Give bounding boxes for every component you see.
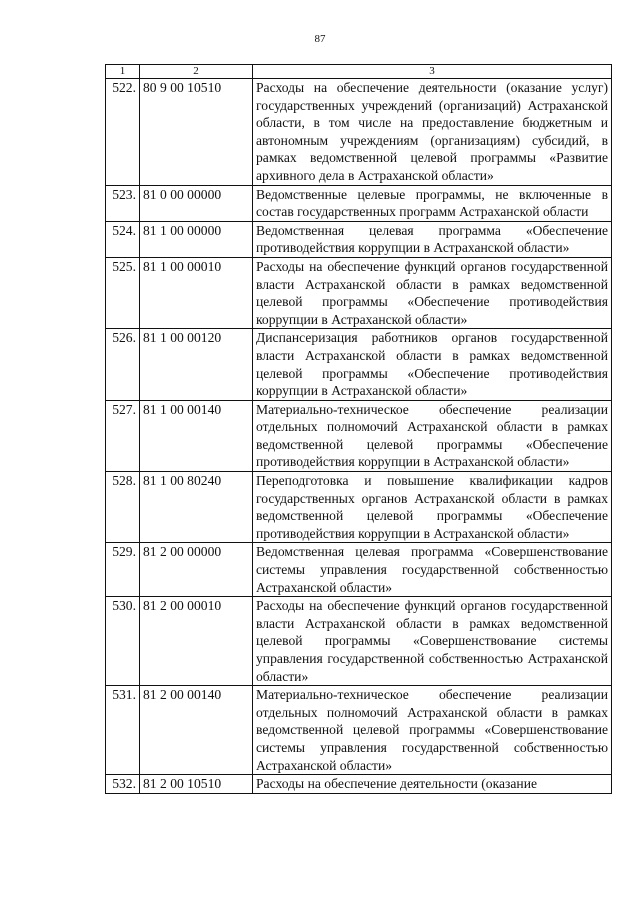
row-number: 531.	[106, 686, 140, 775]
column-header-code: 2	[140, 65, 253, 79]
row-number: 527.	[106, 400, 140, 471]
row-number: 529.	[106, 543, 140, 597]
table-row	[106, 472, 612, 543]
row-code: 81 1 00 80240	[140, 472, 253, 543]
row-description: Расходы на обеспечение деятельности (оказание услуг) государственных учреждений (организаций) Астраханской области, в том числе на предоставление бюджетным и автономным учреждениям (организациям) субсидий, в рамках ведомственной целевой программы «Развитие архивного дела в Астраханской области»	[253, 79, 612, 186]
table-row	[106, 257, 612, 328]
row-code: 81 1 00 00000	[140, 221, 253, 257]
table-row	[106, 686, 612, 775]
row-description: Ведомственные целевые программы, не включенные в состав государственных программ Астраханской области	[253, 185, 612, 221]
row-code: 81 2 00 00010	[140, 597, 253, 686]
table-row	[106, 221, 612, 257]
page-number: 87	[314, 33, 326, 45]
row-description: Расходы на обеспечение функций органов государственной власти Астраханской области в рамках ведомственной целевой программы «Обеспечение противодействия коррупции в Астраханской области»	[253, 257, 612, 328]
column-header-description: 3	[253, 65, 612, 79]
table-row	[106, 79, 612, 186]
table-row	[106, 543, 612, 597]
row-code: 81 2 00 10510	[140, 775, 253, 794]
row-code: 81 1 00 00140	[140, 400, 253, 471]
row-code: 81 2 00 00140	[140, 686, 253, 775]
row-description: Ведомственная целевая программа «Совершенствование системы управления государственной собственностью Астраханской области»	[253, 543, 612, 597]
table-header-row	[106, 65, 612, 79]
row-description: Расходы на обеспечение функций органов государственной власти Астраханской области в рамках ведомственной целевой программы «Совершенствование системы управления государственной собственностью Астраханской области»	[253, 597, 612, 686]
table-row	[106, 329, 612, 400]
row-description: Ведомственная целевая программа «Обеспечение противодействия коррупции в Астраханской области»	[253, 221, 612, 257]
row-description: Расходы на обеспечение деятельности (оказание	[253, 775, 612, 794]
row-code: 81 1 00 00010	[140, 257, 253, 328]
row-code: 81 0 00 00000	[140, 185, 253, 221]
row-number: 528.	[106, 472, 140, 543]
table-row	[106, 597, 612, 686]
row-description: Диспансеризация работников органов государственной власти Астраханской области в рамках ведомственной целевой программы «Обеспечение противодействия коррупции в Астраханской области»	[253, 329, 612, 400]
table-row	[106, 775, 612, 794]
row-code: 81 1 00 00120	[140, 329, 253, 400]
table-row	[106, 400, 612, 471]
row-number: 532.	[106, 775, 140, 794]
row-number: 525.	[106, 257, 140, 328]
row-number: 524.	[106, 221, 140, 257]
column-header-number: 1	[106, 65, 140, 79]
budget-classification-table	[105, 64, 612, 794]
row-description: Материально-техническое обеспечение реализации отдельных полномочий Астраханской области в рамках ведомственной целевой программы «Обеспечение противодействия коррупции в Астраханской области»	[253, 400, 612, 471]
row-number: 530.	[106, 597, 140, 686]
row-code: 81 2 00 00000	[140, 543, 253, 597]
row-number: 522.	[106, 79, 140, 186]
row-number: 523.	[106, 185, 140, 221]
row-description: Переподготовка и повышение квалификации кадров государственных органов Астраханской области в рамках ведомственной целевой программы «Обеспечение противодействия коррупции в Астраханской области»	[253, 472, 612, 543]
row-code: 80 9 00 10510	[140, 79, 253, 186]
table-row	[106, 185, 612, 221]
row-number: 526.	[106, 329, 140, 400]
row-description: Материально-техническое обеспечение реализации отдельных полномочий Астраханской области в рамках ведомственной целевой программы «Совершенствование системы управления государственной собственностью Астраханской области»	[253, 686, 612, 775]
